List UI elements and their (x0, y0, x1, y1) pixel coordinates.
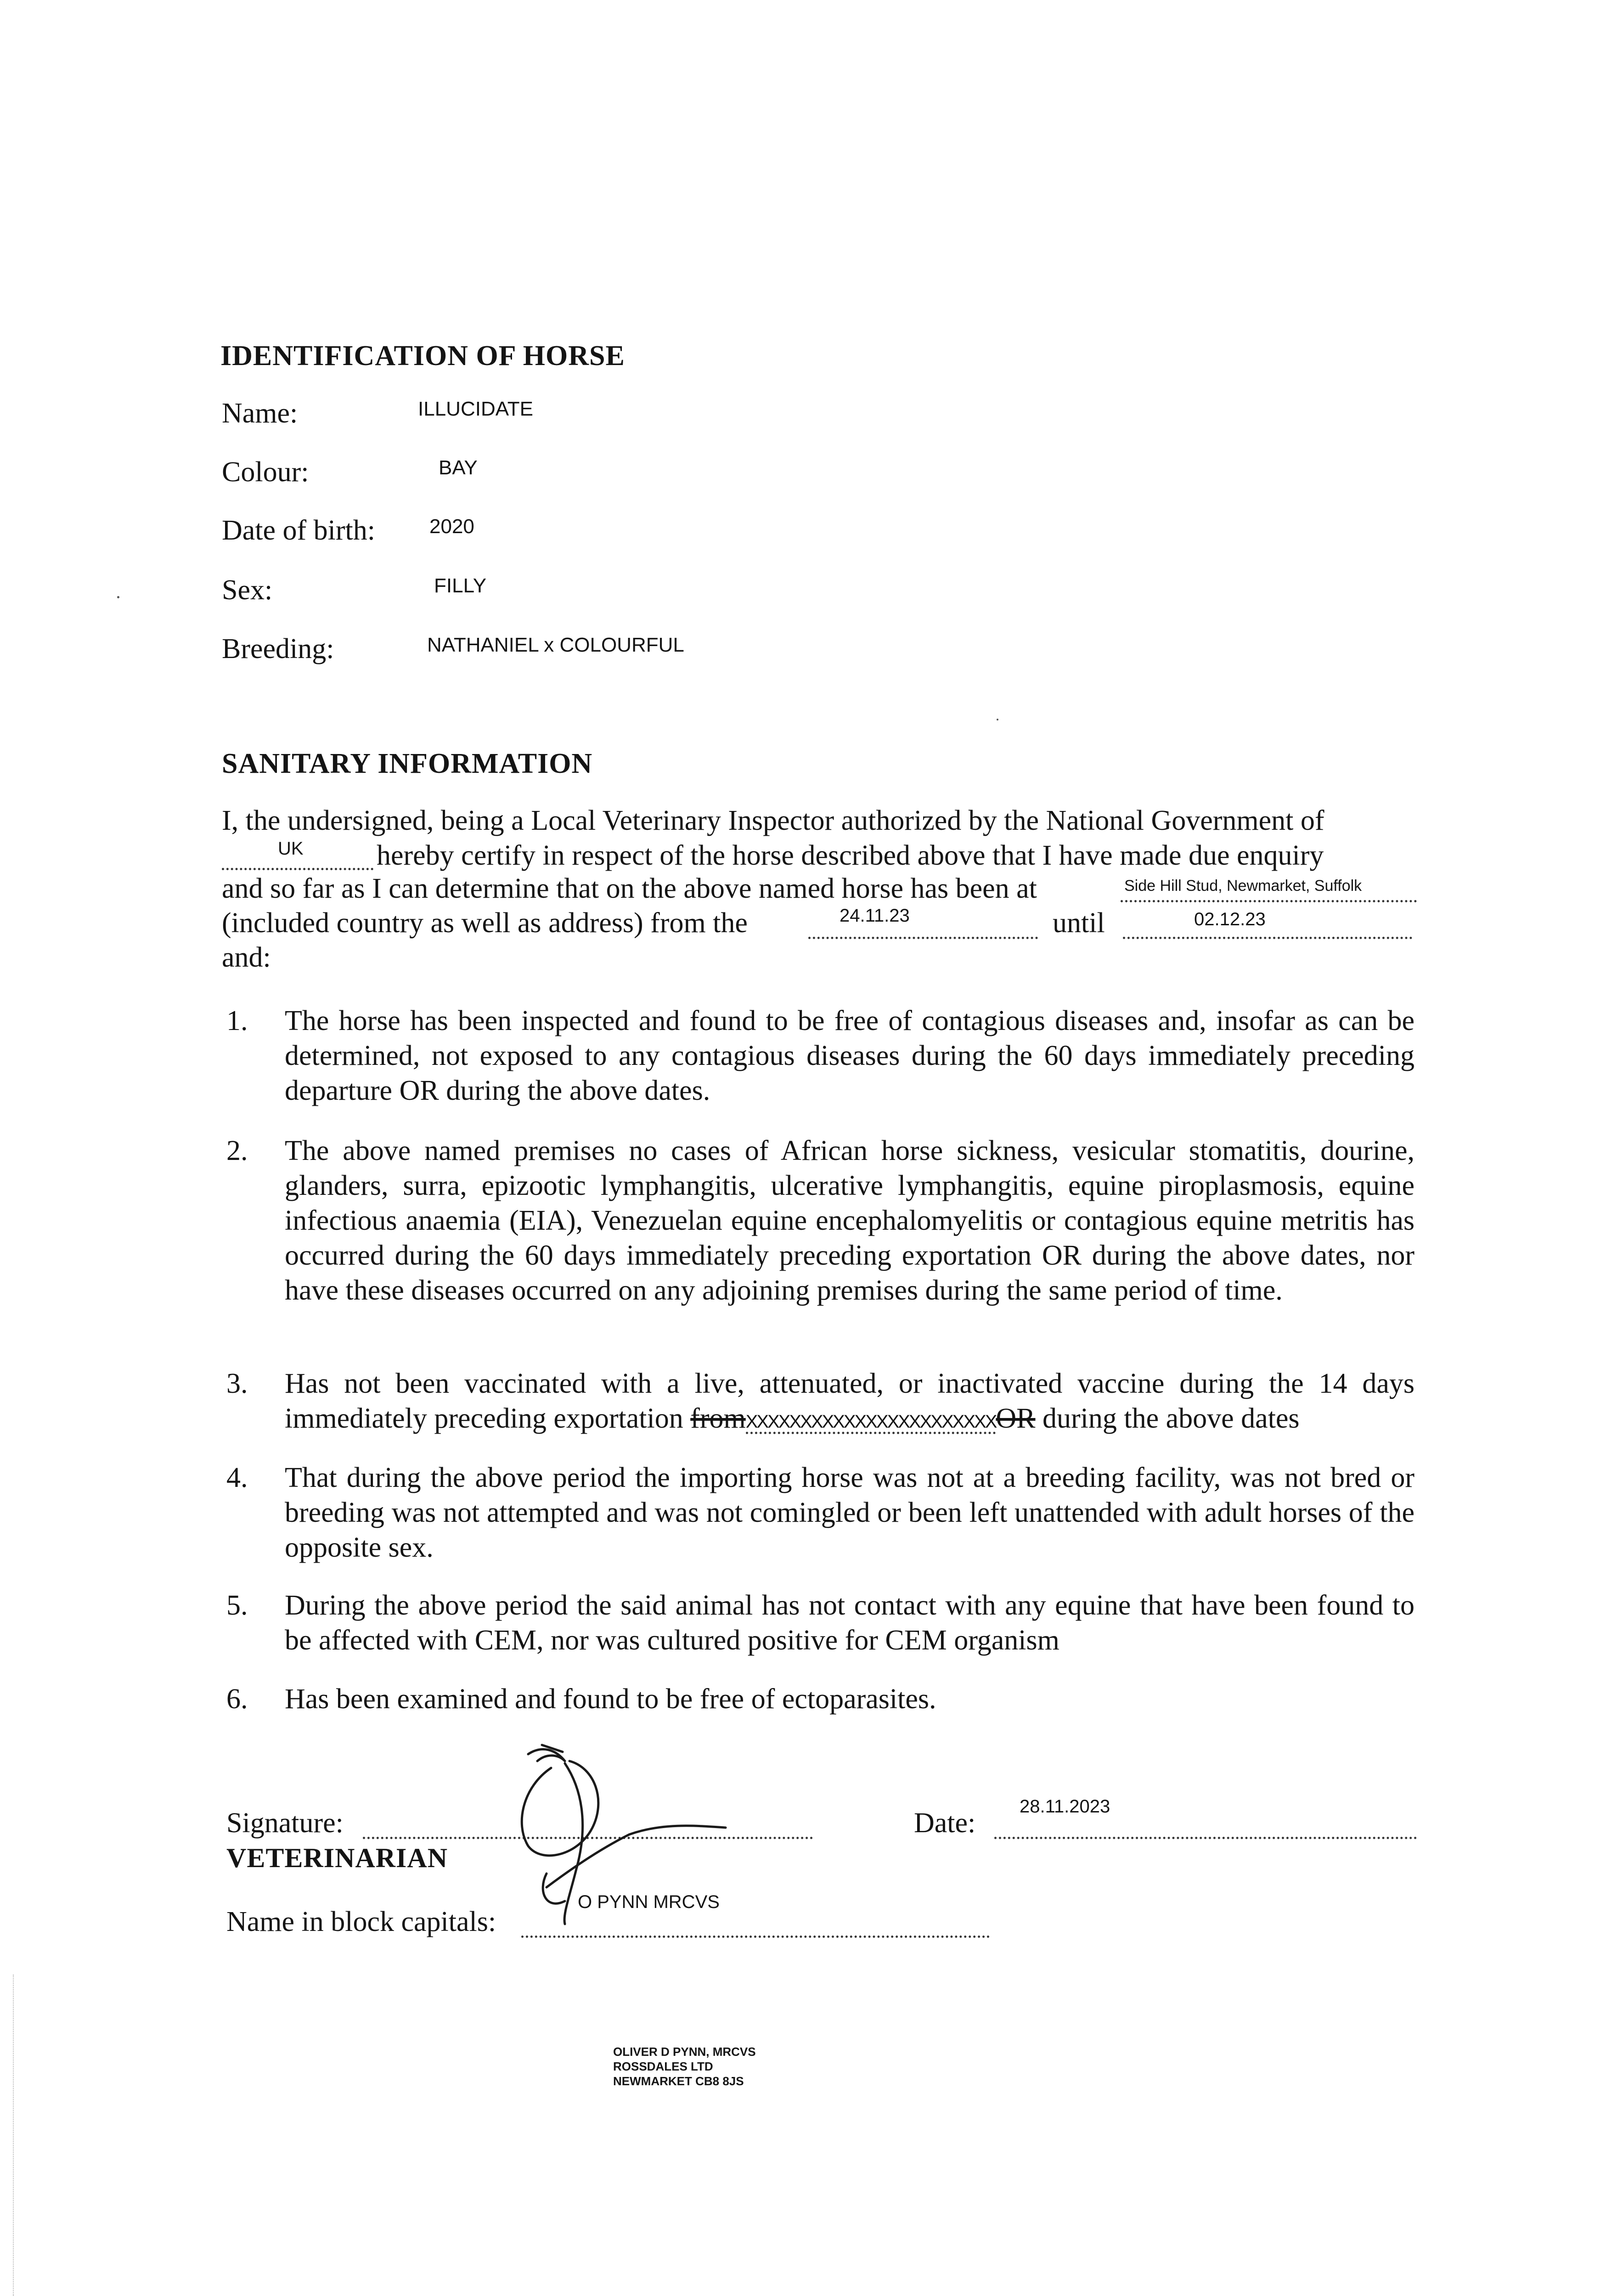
colour-label: Colour: (222, 456, 309, 488)
stamp-line-2: ROSSDALES LTD (613, 2060, 713, 2073)
country-value: UK (278, 838, 304, 859)
item-2-text: The above named premises no cases of African horse sickness, vesicular stomatitis, dourine, glanders, surra, epizootic lymphangitis, ulcerative lymphangitis, equine piroplasmosis, equine infectious anaemia (EIA), Venezuelan equine encephalomyelitis or contagious equine metritis has occurred during the 60 days immediately preceding exportation OR during the above dates, nor have these diseases occurred on any adjoining premises during the same period of time. (285, 1135, 1414, 1306)
country-dots (222, 868, 373, 870)
block-capitals-dots (521, 1936, 990, 1938)
breeding-label: Breeding: (222, 633, 334, 664)
certify-line-4: (included country as well as address) from the (222, 907, 748, 939)
item-3-crossed-out: XXXXXXXXXXXXXXXXXXXXXXX (746, 1412, 996, 1434)
item-3-struck-or: OR (996, 1403, 1036, 1434)
until-word: until (1053, 907, 1105, 939)
date-dots (994, 1837, 1417, 1839)
address-value: Side Hill Stud, Newmarket, Suffolk (1124, 877, 1362, 895)
item-2-number: 2. (226, 1135, 248, 1166)
vet-stamp (613, 2044, 756, 2088)
until-date-dots (1123, 937, 1412, 939)
identification-heading: IDENTIFICATION OF HORSE (220, 340, 625, 371)
address-dots (1121, 900, 1417, 902)
breeding-value: NATHANIEL x COLOURFUL (427, 634, 684, 656)
item-4-text: That during the above period the importing horse was not at a breeding facility, was not bred or breeding was not attempted and was not comingled or been left unattended with adult horses of the opposite sex. (285, 1462, 1414, 1563)
item-6-number: 6. (226, 1683, 248, 1715)
item-3-text-before: Has not been vaccinated with a live, attenuated, or inactivated vaccine during the 14 days immediately preceding exportation (285, 1368, 1414, 1434)
date-value: 28.11.2023 (1020, 1796, 1110, 1817)
item-3-struck-from: from (690, 1403, 746, 1434)
sanitary-heading: SANITARY INFORMATION (222, 748, 593, 779)
item-1-text: The horse has been inspected and found to be free of contagious diseases and, insofar as can be determined, not exposed to any contagious diseases during the 60 days immediately preceding departure OR during the above dates. (285, 1005, 1414, 1106)
stamp-line-3: NEWMARKET CB8 8JS (613, 2074, 744, 2088)
certify-line-3: and so far as I can determine that on the above named horse has been at (222, 873, 1037, 904)
item-3-number: 3. (226, 1368, 248, 1399)
sex-label: Sex: (222, 574, 273, 606)
item-6-text: Has been examined and found to be free of ectoparasites. (285, 1683, 936, 1715)
date-label: Date: (914, 1807, 976, 1839)
sex-value: FILLY (434, 574, 487, 597)
block-capitals-label: Name in block capitals: (226, 1906, 496, 1937)
dob-label: Date of birth: (222, 515, 376, 546)
signature-label: Signature: (226, 1807, 344, 1839)
colour-value: BAY (439, 456, 478, 479)
block-capitals-value: O PYNN MRCVS (578, 1892, 720, 1912)
scan-speck (117, 596, 119, 598)
item-3-text-after: during the above dates (1043, 1403, 1300, 1434)
certify-line-2: hereby certify in respect of the horse described above that I have made due enquiry (377, 840, 1324, 871)
from-date-value: 24.11.23 (840, 906, 910, 926)
name-value: ILLUCIDATE (418, 398, 534, 420)
name-label: Name: (222, 398, 298, 429)
and-text: and: (222, 942, 271, 973)
item-5-text: During the above period the said animal has not contact with any equine that have been found to be affected with CEM, nor was cultured positive for CEM organism (285, 1590, 1414, 1656)
dob-value: 2020 (429, 515, 474, 538)
scan-speck (997, 719, 998, 720)
stamp-line-1: OLIVER D PYNN, MRCVS (613, 2045, 756, 2059)
item-5-number: 5. (226, 1590, 248, 1621)
certify-line-1: I, the undersigned, being a Local Veterinary Inspector authorized by the National Government of (222, 805, 1324, 836)
item-3-text (285, 1366, 1414, 1439)
item-1-number: 1. (226, 1005, 248, 1036)
until-date-value: 02.12.23 (1194, 909, 1266, 929)
from-date-dots (808, 937, 1038, 939)
item-4-number: 4. (226, 1462, 248, 1493)
scan-edge-line (13, 1975, 14, 2296)
veterinarian-label: VETERINARIAN (226, 1843, 448, 1873)
